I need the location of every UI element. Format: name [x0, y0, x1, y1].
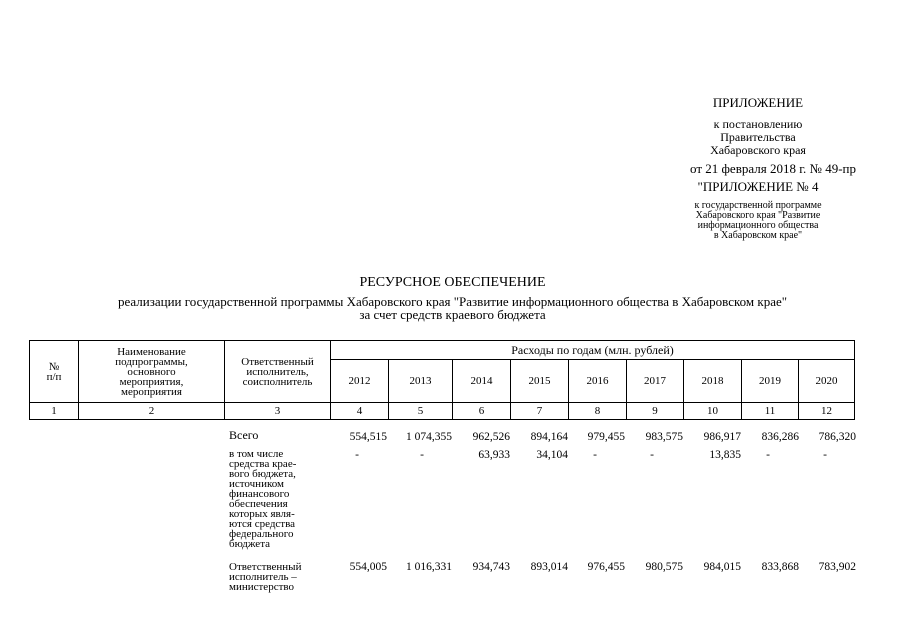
federal-value-2018: 13,835 — [709, 449, 741, 461]
total-value-2017: 983,575 — [645, 431, 683, 443]
federal-value-2016: - — [593, 449, 597, 461]
row-ministry-label: Ответственный исполнитель – министерство — [229, 561, 302, 593]
program-line-4: в Хабаровском крае" — [713, 230, 803, 241]
resource-subtitle: реализации государственной программы Хабаровского края "Развитие информационного общества в Хабаровском крае" — [117, 294, 788, 309]
year-2016: 2016 — [569, 360, 627, 403]
total-value-2018: 986,917 — [703, 431, 741, 443]
ministry-value-2017: 980,575 — [645, 561, 683, 573]
colnum-8: 8 — [569, 403, 627, 420]
federal-value-2013: - — [420, 449, 424, 461]
colnum-1: 1 — [30, 403, 79, 420]
year-2018: 2018 — [684, 360, 742, 403]
row-federal-label: в том числе средства крае- вого бюджета, источником финансового обеспечения которых явля- ются средства федерального бюджета — [229, 448, 297, 550]
ministry-value-2012: 554,005 — [349, 561, 387, 573]
total-value-2012: 554,515 — [349, 431, 387, 443]
year-2015: 2015 — [511, 360, 569, 403]
ministry-value-2018: 984,015 — [703, 561, 741, 573]
federal-value-2012: - — [355, 449, 359, 461]
to-resolution-line-2: Правительства — [720, 130, 796, 144]
colnum-5: 5 — [389, 403, 453, 420]
ministry-value-2019: 833,868 — [761, 561, 799, 573]
colnum-12: 12 — [799, 403, 855, 420]
colnum-11: 11 — [742, 403, 799, 420]
year-2013: 2013 — [389, 360, 453, 403]
to-resolution-line-1: к постановлению — [713, 117, 803, 131]
colnum-4: 4 — [331, 403, 389, 420]
header-num: № п/п — [30, 341, 79, 403]
year-2020: 2020 — [799, 360, 855, 403]
to-resolution-line-3: Хабаровского края — [710, 143, 806, 157]
federal-value-2020: - — [823, 449, 827, 461]
federal-value-2015: 34,104 — [536, 449, 568, 461]
total-value-2015: 894,164 — [530, 431, 568, 443]
colnum-6: 6 — [453, 403, 511, 420]
colnum-3: 3 — [225, 403, 331, 420]
resource-table-header — [29, 340, 855, 420]
colnum-10: 10 — [684, 403, 742, 420]
year-2017: 2017 — [627, 360, 684, 403]
year-2012: 2012 — [331, 360, 389, 403]
header-executor: Ответственный исполнитель, соисполнитель — [225, 341, 331, 403]
total-value-2016: 979,455 — [587, 431, 625, 443]
ministry-value-2013: 1 016,331 — [406, 561, 452, 573]
colnum-2: 2 — [79, 403, 225, 420]
ministry-value-2015: 893,014 — [530, 561, 568, 573]
date-line: от 21 февраля 2018 г. № 49-пр — [690, 161, 856, 176]
colnum-9: 9 — [627, 403, 684, 420]
year-2019: 2019 — [742, 360, 799, 403]
program-line-1: к государственной программе — [694, 200, 822, 211]
resource-subtitle-2: за счет средств краевого бюджета — [359, 307, 546, 322]
total-value-2014: 962,526 — [472, 431, 510, 443]
header-expenses-by-year: Расходы по годам (млн. рублей) — [331, 341, 855, 360]
ministry-value-2016: 976,455 — [587, 561, 625, 573]
federal-value-2019: - — [766, 449, 770, 461]
program-line-2: Хабаровского края "Развитие — [695, 210, 821, 221]
resource-title: РЕСУРСНОЕ ОБЕСПЕЧЕНИЕ — [359, 275, 546, 290]
ministry-value-2014: 934,743 — [472, 561, 510, 573]
header-name: Наименование подпрограммы, основного мероприятия, мероприятия — [79, 341, 225, 403]
total-value-2020: 786,320 — [818, 431, 856, 443]
row-total-label: Всего — [229, 428, 259, 442]
appendix-title: ПРИЛОЖЕНИЕ — [712, 95, 804, 110]
federal-value-2017: - — [650, 449, 654, 461]
year-2014: 2014 — [453, 360, 511, 403]
ministry-value-2020: 783,902 — [818, 561, 856, 573]
program-line-3: информационного общества — [697, 220, 819, 231]
appendix-4: "ПРИЛОЖЕНИЕ № 4 — [697, 179, 819, 194]
total-value-2013: 1 074,355 — [406, 431, 452, 443]
total-value-2019: 836,286 — [761, 431, 799, 443]
colnum-7: 7 — [511, 403, 569, 420]
column-number-row — [30, 403, 855, 420]
federal-value-2014: 63,933 — [478, 449, 510, 461]
